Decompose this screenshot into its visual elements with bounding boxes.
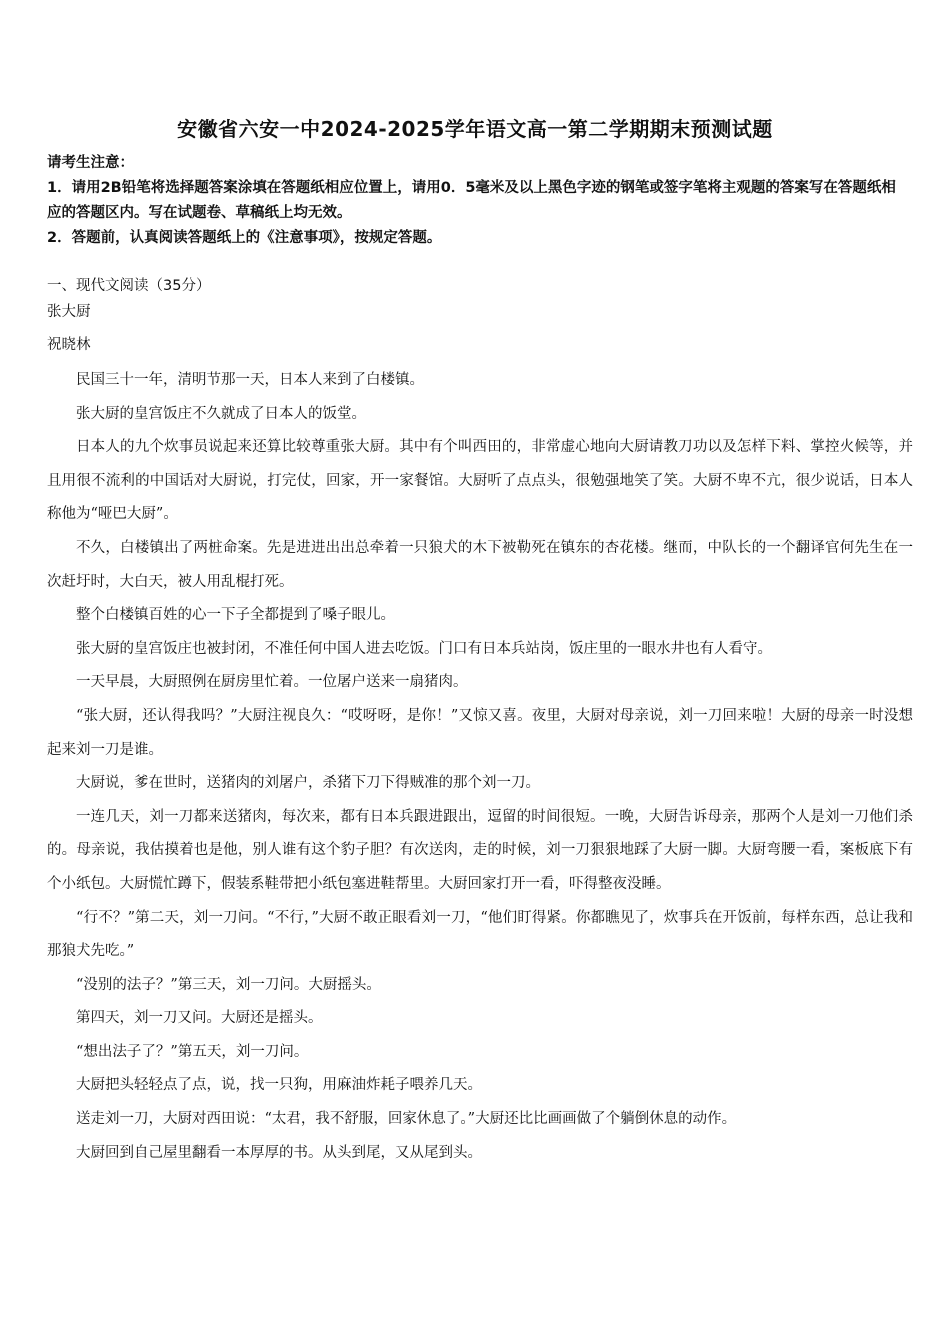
document-title: 安徽省六安一中2024-2025学年语文高一第二学期期末预测试题 (177, 117, 773, 141)
article-body (47, 364, 913, 1170)
paragraph: 第四天，刘一刀又问。大厨还是摇头。 (76, 1010, 323, 1027)
paragraph: 日本人的九个炊事员说起来还算比较尊重张大厨。其中有个叫西田的，非常虚心地向大厨请教刀功以及怎样下料、掌控火候等，并且用很不流利的中国话对大厨说，打完仗，回家，开一家餐馆。大厨听了点点头，很勉强地笑了笑。大厨不卑不亢，很少说话，日本人称他为“哑巴大厨”。 (47, 439, 913, 523)
paragraph: 大厨说，爹在世时，送猪肉的刘屠户，杀猪下刀下得贼准的那个刘一刀。 (76, 775, 540, 792)
paragraph: 一连几天，刘一刀都来送猪肉，每次来，都有日本兵跟进跟出，逗留的时间很短。一晚，大厨告诉母亲，那两个人是刘一刀他们杀的。母亲说，我估摸着也是他，别人谁有这个豹子胆？有次送肉，走的时候，刘一刀狠狠地踩了大厨一脚。大厨弯腰一看，案板底下有个小纸包。大厨慌忙蹲下，假装系鞋带把小纸包塞进鞋帮里。大厨回家打开一看，吓得整夜没睡。 (47, 808, 913, 892)
paragraph: “没别的法子？”第三天，刘一刀问。大厨摇头。 (76, 976, 381, 993)
article-author: 祝晓林 (47, 337, 91, 353)
paragraph: 整个白楼镇百姓的心一下子全都提到了嗓子眼儿。 (76, 607, 395, 624)
paragraph: 大厨把头轻轻点了点，说，找一只狗，用麻油炸耗子喂养几天。 (76, 1077, 482, 1094)
paragraph: 张大厨的皇宫饭庄也被封闭，不准任何中国人进去吃饭。门口有日本兵站岗，饭庄里的一眼水井也有人看守。 (76, 640, 772, 657)
paragraph: 不久，白楼镇出了两桩命案。先是进进出出总牵着一只狼犬的木下被勒死在镇东的杏花楼。继而，中队长的一个翻译官何先生在一次赶圩时，大白天，被人用乱棍打死。 (47, 539, 913, 590)
paragraph: 民国三十一年，清明节那一天，日本人来到了白楼镇。 (76, 372, 424, 388)
notice-item-1: 1．请用2B铅笔将选择题答案涂填在答题纸相应位置上，请用0．5毫米及以上黑色字迹的钢笔或签字笔将主观题的答案写在答题纸相应的答题区内。写在试题卷、草稿纸上均无效。 (47, 180, 896, 221)
paragraph: “张大厨，还认得我吗？”大厨注视良久：“哎呀呀，是你！”又惊又喜。夜里，大厨对母亲说，刘一刀回来啦！大厨的母亲一时没想起来刘一刀是谁。 (47, 707, 913, 758)
notice-heading: 请考生注意： (47, 155, 134, 171)
paragraph: 张大厨的皇宫饭庄不久就成了日本人的饭堂。 (76, 405, 366, 422)
paragraph: 送走刘一刀，大厨对西田说：“太君，我不舒服，回家休息了。”大厨还比比画画做了个躺倒休息的动作。 (76, 1111, 737, 1128)
paragraph: “行不？”第二天，刘一刀问。“不行，”大厨不敢正眼看刘一刀，“他们盯得紧。你都瞧见了，炊事兵在开饭前，每样东西，总让我和那狼犬先吃。” (47, 909, 913, 960)
paragraph: 大厨回到自己屋里翻看一本厚厚的书。从头到尾，又从尾到头。 (76, 1144, 482, 1161)
article-title: 张大厨 (47, 304, 91, 320)
paragraph: 一天早晨，大厨照例在厨房里忙着。一位屠户送来一扇猪肉。 (76, 674, 468, 691)
paragraph: “想出法子了？”第五天，刘一刀问。 (76, 1043, 309, 1060)
notice-item-2: 2．答题前，认真阅读答题纸上的《注意事项》，按规定答题。 (47, 230, 442, 246)
exam-notice (47, 151, 907, 251)
section-heading: 一、现代文阅读（35分） (47, 278, 211, 294)
